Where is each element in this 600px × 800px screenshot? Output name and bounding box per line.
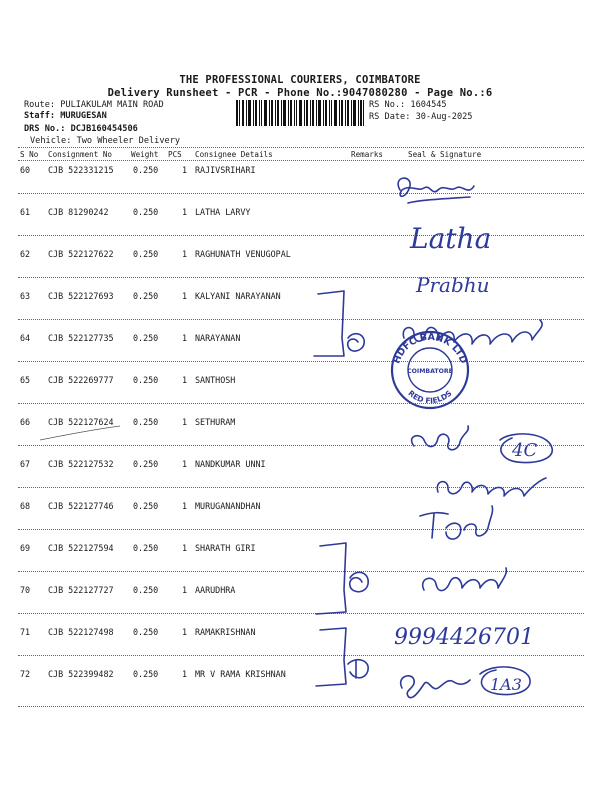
row-rule xyxy=(18,235,584,236)
barcode xyxy=(236,100,364,126)
row-pcs: 1 xyxy=(182,585,188,595)
row-pcs: 1 xyxy=(182,375,188,385)
row-pcs: 1 xyxy=(182,669,188,679)
row-consignee: MURUGANANDHAN xyxy=(195,501,261,511)
table-row xyxy=(18,375,584,417)
row-sno: 61 xyxy=(20,207,31,217)
row-weight: 0.250 xyxy=(133,165,159,175)
row-sno: 70 xyxy=(20,585,31,595)
row-consignee: RAMAKRISHNAN xyxy=(195,627,256,637)
table-row xyxy=(18,249,584,291)
row-consignment: CJB 81290242 xyxy=(48,207,109,217)
col-remarks: Remarks xyxy=(351,150,384,159)
row-weight: 0.250 xyxy=(133,543,159,553)
row-consignee: SETHURAM xyxy=(195,417,236,427)
row-sno: 71 xyxy=(20,627,31,637)
row-consignment: CJB 522331215 xyxy=(48,165,114,175)
row-rule xyxy=(18,529,584,530)
row-consignee: SHARATH GIRI xyxy=(195,543,256,553)
row-sno: 69 xyxy=(20,543,31,553)
row-weight: 0.250 xyxy=(133,501,159,511)
row-weight: 0.250 xyxy=(133,627,159,637)
note-row72: 1A3 xyxy=(490,675,522,694)
col-pcs: PCS xyxy=(168,150,182,159)
row-consignment: CJB 522127498 xyxy=(48,627,114,637)
row-weight: 0.250 xyxy=(133,291,159,301)
row-weight: 0.250 xyxy=(133,333,159,343)
row-sno: 63 xyxy=(20,291,31,301)
row-consignment: CJB 522127532 xyxy=(48,459,114,469)
row-consignment: CJB 522127622 xyxy=(48,249,114,259)
table-row xyxy=(18,417,584,459)
table-row xyxy=(18,585,584,627)
row-consignee: RAJIVSRIHARI xyxy=(195,165,256,175)
row-rule xyxy=(18,487,584,488)
stamp-center-text: COIMBATORE xyxy=(407,368,453,375)
row-pcs: 1 xyxy=(182,207,188,217)
stamp-top-text: HDFC BANK LTD xyxy=(391,331,469,366)
row-consignee: MR V RAMA KRISHNAN xyxy=(195,669,286,679)
row-sno: 72 xyxy=(20,669,31,679)
row-sno: 64 xyxy=(20,333,31,343)
row-sno: 65 xyxy=(20,375,31,385)
vehicle-label: Vehicle: Two Wheeler Delivery xyxy=(30,136,181,146)
signature-row62: Prabhu xyxy=(416,273,490,297)
row-consignee: RAGHUNATH VENUGOPAL xyxy=(195,249,291,259)
table-row xyxy=(18,165,584,207)
note-row67: 4C xyxy=(512,440,538,461)
row-weight: 0.250 xyxy=(133,375,159,385)
row-pcs: 1 xyxy=(182,165,188,175)
table-row xyxy=(18,669,584,711)
table-row xyxy=(18,291,584,333)
header-rule-bottom xyxy=(18,160,584,161)
row-consignee: NARAYANAN xyxy=(195,333,241,343)
row-pcs: 1 xyxy=(182,291,188,301)
row-pcs: 1 xyxy=(182,501,188,511)
row-pcs: 1 xyxy=(182,249,188,259)
row-consignment: CJB 522127727 xyxy=(48,585,114,595)
row-pcs: 1 xyxy=(182,543,188,553)
row-consignment: CJB 522127624 xyxy=(48,417,114,427)
col-sno: S No xyxy=(20,150,39,159)
header-rule-top xyxy=(18,147,584,148)
table-row xyxy=(18,543,584,585)
row-weight: 0.250 xyxy=(133,585,159,595)
table-row xyxy=(18,333,584,375)
row-rule xyxy=(18,319,584,320)
row-rule xyxy=(18,571,584,572)
drs-label: DRS No.: DCJB160454506 xyxy=(24,124,138,134)
stamp-bottom-text: RED FIELDS xyxy=(406,388,454,406)
row-consignee: KALYANI NARAYANAN xyxy=(195,291,281,301)
row-sno: 62 xyxy=(20,249,31,259)
row-consignee: LATHA LARVY xyxy=(195,207,251,217)
row-rule xyxy=(18,655,584,656)
col-consignment: Consignment No xyxy=(48,150,113,159)
phone-row71: 9994426701 xyxy=(394,625,534,650)
staff-label: Staff: MURUGESAN xyxy=(24,111,107,121)
row-weight: 0.250 xyxy=(133,669,159,679)
row-rule xyxy=(18,613,584,614)
rs-date: RS Date: 30-Aug-2025 xyxy=(369,112,473,122)
row-consignment: CJB 522127735 xyxy=(48,333,114,343)
row-rule xyxy=(18,403,584,404)
row-rule xyxy=(18,361,584,362)
row-consignee: AARUDHRA xyxy=(195,585,236,595)
row-consignment: CJB 522399482 xyxy=(48,669,114,679)
row-consignee: SANTHOSH xyxy=(195,375,236,385)
runsheet-title: Delivery Runsheet - PCR - Phone No.:9047080280 - Page No.:6 xyxy=(107,87,493,99)
signature-row61: Latha xyxy=(410,222,492,255)
row-consignment: CJB 522269777 xyxy=(48,375,114,385)
col-seal-signature: Seal & Signature xyxy=(408,150,482,159)
row-weight: 0.250 xyxy=(133,207,159,217)
row-sno: 60 xyxy=(20,165,31,175)
col-consignee: Consignee Details xyxy=(195,150,273,159)
row-pcs: 1 xyxy=(182,627,188,637)
row-consignment: CJB 522127746 xyxy=(48,501,114,511)
table-row xyxy=(18,627,584,669)
row-sno: 67 xyxy=(20,459,31,469)
row-sno: 68 xyxy=(20,501,31,511)
row-weight: 0.250 xyxy=(133,249,159,259)
row-rule xyxy=(18,193,584,194)
row-consignment: CJB 522127594 xyxy=(48,543,114,553)
row-pcs: 1 xyxy=(182,459,188,469)
table-row xyxy=(18,207,584,249)
row-rule xyxy=(18,277,584,278)
row-consignment: CJB 522127693 xyxy=(48,291,114,301)
row-weight: 0.250 xyxy=(133,417,159,427)
row-consignee: NANDKUMAR UNNI xyxy=(195,459,266,469)
table-row xyxy=(18,459,584,501)
col-weight: Weight xyxy=(131,150,159,159)
table-row xyxy=(18,501,584,543)
company-title: THE PROFESSIONAL COURIERS, COIMBATORE xyxy=(179,74,421,86)
rs-number: RS No.: 1604545 xyxy=(369,100,447,110)
row-pcs: 1 xyxy=(182,417,188,427)
table-bottom-rule xyxy=(18,706,584,707)
row-pcs: 1 xyxy=(182,333,188,343)
row-sno: 66 xyxy=(20,417,31,427)
row-rule xyxy=(18,445,584,446)
row-weight: 0.250 xyxy=(133,459,159,469)
route-label: Route: PULIAKULAM MAIN ROAD xyxy=(24,100,164,110)
